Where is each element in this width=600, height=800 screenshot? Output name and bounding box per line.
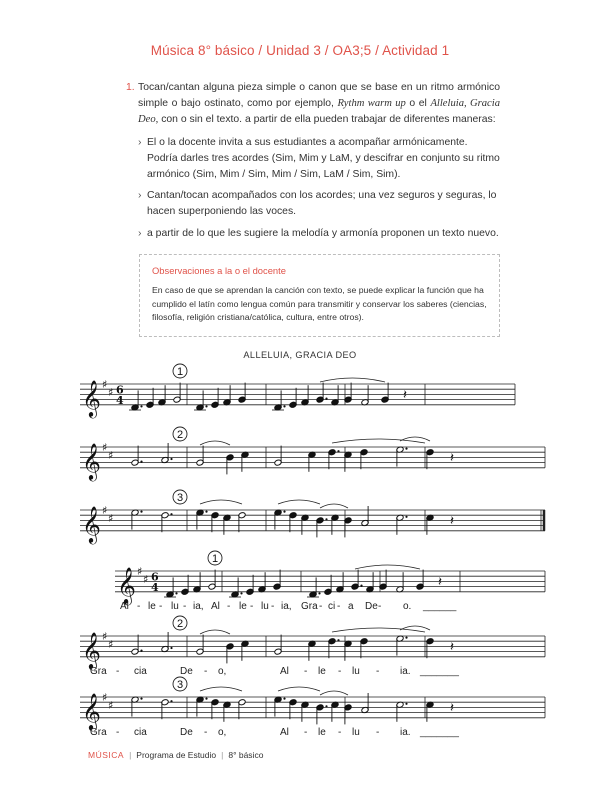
- sharp-sign: ♯: [102, 504, 108, 517]
- lyric-syllable: -: [378, 601, 382, 612]
- dot: [325, 398, 327, 400]
- dot: [205, 405, 207, 407]
- lyric-syllable: -: [183, 601, 187, 612]
- lyric-syllable: Gra: [301, 601, 318, 612]
- activity-section: [126, 80, 500, 247]
- lyric-syllable: -: [376, 727, 380, 738]
- lyric-syllable: -: [204, 666, 208, 677]
- lyric-syllable: -: [338, 666, 342, 677]
- lyric-syllable: ci: [328, 601, 336, 612]
- dot: [283, 698, 285, 700]
- lyric-syllable: ______: [423, 601, 457, 612]
- activity-intro: Tocan/cantan alguna pieza simple o canon que se base en un ritmo armónico simple o bajo ostinato, como por ejemplo, Rythm warm up o el Alleluia, Gracia Deo, con o sin el texto. a partir de ella pueden trabajar de diferentes maneras:: [138, 82, 500, 126]
- dot: [337, 450, 339, 452]
- slur: [320, 691, 348, 695]
- section-number: 2: [176, 618, 184, 630]
- treble-clef: 𝄞: [82, 378, 101, 417]
- lyric-syllable: De: [180, 727, 193, 738]
- dot: [405, 637, 407, 639]
- slur: [278, 500, 320, 504]
- lyric-syllable: ia.: [400, 666, 411, 677]
- footer-grade: 8° básico: [228, 750, 264, 760]
- dot: [140, 698, 142, 700]
- sharp-sign: ♯: [143, 573, 149, 586]
- section-number: 2: [176, 429, 184, 441]
- lyric-syllable: le: [148, 601, 156, 612]
- lyric-syllable: _______: [420, 666, 459, 677]
- lyric-syllable: -: [337, 601, 341, 612]
- section-number: 3: [176, 492, 184, 504]
- lyric-syllable: lu: [261, 601, 269, 612]
- lyric-syllable: lu: [352, 727, 360, 738]
- lyric-syllable: ia,: [193, 601, 204, 612]
- dot: [405, 703, 407, 705]
- lyric-syllable: De: [365, 601, 378, 612]
- lyric-syllable: cia: [134, 727, 147, 738]
- time-signature-top: 6: [151, 570, 159, 584]
- quarter-rest: 𝄽: [450, 514, 454, 529]
- quarter-rest: 𝄽: [450, 640, 454, 655]
- slur: [332, 628, 425, 632]
- dot: [205, 698, 207, 700]
- quarter-rest: 𝄽: [403, 388, 407, 403]
- lyric-syllable: le: [318, 727, 326, 738]
- treble-clef: 𝄞: [117, 565, 136, 604]
- section-number: 1: [176, 366, 184, 378]
- lyric-syllable: ia,: [281, 601, 292, 612]
- dot: [325, 705, 327, 707]
- lyric-syllable: ia.: [400, 727, 411, 738]
- sharp-sign: ♯: [108, 638, 114, 651]
- lyric-syllable: a: [348, 601, 354, 612]
- lyric-syllable: -: [304, 727, 308, 738]
- footer-brand: MÚSICA: [88, 750, 125, 760]
- slur: [200, 630, 230, 634]
- dot: [170, 647, 172, 649]
- dot: [405, 516, 407, 518]
- dot: [140, 405, 142, 407]
- dot: [170, 458, 172, 460]
- page-title: Música 8° básico / Unidad 3 / OA3;5 / Actividad 1: [150, 43, 450, 58]
- lyric-syllable: Gra: [90, 666, 107, 677]
- footer-program: Programa de Estudio: [136, 750, 217, 760]
- song-title: ALLELUIA, GRACIA DEO: [243, 350, 357, 360]
- lyric-syllable: o,: [218, 666, 227, 677]
- slur: [355, 565, 420, 569]
- lyric-syllable: -: [116, 727, 120, 738]
- dot: [140, 511, 142, 513]
- sharp-sign: ♯: [102, 378, 108, 391]
- slur: [200, 500, 242, 504]
- treble-clef: 𝄞: [82, 630, 101, 669]
- lyric-syllable: -: [319, 601, 323, 612]
- treble-clef: 𝄞: [82, 441, 101, 480]
- quarter-rest: 𝄽: [450, 701, 454, 716]
- observations-title: Observaciones a la o el docente: [152, 265, 286, 276]
- dot: [175, 592, 177, 594]
- slur: [320, 378, 385, 382]
- dot: [405, 448, 407, 450]
- sharp-sign: ♯: [108, 512, 114, 525]
- lyric-syllable: le: [239, 601, 247, 612]
- sharp-sign: ♯: [102, 691, 108, 704]
- dot: [140, 650, 142, 652]
- sharp-sign: ♯: [108, 699, 114, 712]
- time-signature-bottom: 4: [151, 581, 159, 594]
- quarter-rest: 𝄽: [450, 451, 454, 466]
- lyric-syllable: -: [137, 601, 141, 612]
- dot: [240, 592, 242, 594]
- sharp-sign: ♯: [102, 630, 108, 643]
- page-footer: MÚSICA | Programa de Estudio | 8° básico: [88, 750, 264, 760]
- sharp-sign: ♯: [108, 386, 114, 399]
- lyric-syllable: le: [318, 666, 326, 677]
- lyric-syllable: _______: [420, 727, 459, 738]
- bullet-item: › El o la docente invita a sus estudiantes a acompañar armónicamente. Podría darles tres acordes (Sim, Mim y LaM, y descifrar en conjunto su ritmo armónico (Sim, Mim / Sim, Mim / Sim, LaM / Sim, Sim).: [138, 135, 500, 184]
- slur: [200, 687, 242, 691]
- activity-number: 1.: [126, 82, 135, 93]
- lyric-syllable: De: [180, 666, 193, 677]
- slur: [332, 439, 425, 443]
- lyric-syllable: Al: [120, 601, 129, 612]
- lyric-syllable: lu: [352, 666, 360, 677]
- dot: [318, 592, 320, 594]
- lyric-syllable: Gra: [90, 727, 107, 738]
- bullet-item: › Cantan/tocan acompañados con los acordes; una vez seguros y seguras, lo hacen superponiendo las voces.: [138, 188, 500, 220]
- lyric-syllable: lu: [171, 601, 179, 612]
- slur: [200, 441, 230, 445]
- lyric-syllable: cia: [134, 666, 147, 677]
- lyric-syllable: Al: [280, 727, 289, 738]
- quarter-rest: 𝄽: [438, 575, 442, 590]
- lyric-syllable: o.: [403, 601, 412, 612]
- activity-bullets: [138, 135, 500, 242]
- dot: [360, 585, 362, 587]
- observations-text: En caso de que se aprendan la canción con texto, se puede explicar la función que ha cumplido el latín como lengua común para transmitir y conservar los saberes (ciencias, filosofía, religión cristiana/católica, cultura, entre otros).: [152, 285, 487, 323]
- treble-clef: 𝄞: [82, 691, 101, 730]
- time-signature-bottom: 4: [116, 394, 124, 407]
- time-signature-top: 6: [116, 383, 124, 397]
- dot: [337, 639, 339, 641]
- lyric-syllable: -: [304, 666, 308, 677]
- sharp-sign: ♯: [108, 449, 114, 462]
- sharp-sign: ♯: [137, 565, 143, 578]
- dot: [283, 405, 285, 407]
- music-score: [0, 360, 600, 750]
- dot: [170, 700, 172, 702]
- section-number: 1: [211, 553, 219, 565]
- lyric-syllable: -: [116, 666, 120, 677]
- dot: [205, 511, 207, 513]
- dot: [170, 513, 172, 515]
- sharp-sign: ♯: [102, 441, 108, 454]
- lyric-syllable: -: [159, 601, 163, 612]
- slur: [278, 687, 320, 691]
- lyric-syllable: -: [204, 727, 208, 738]
- dot: [283, 511, 285, 513]
- lyric-syllable: -: [376, 666, 380, 677]
- treble-clef: 𝄞: [82, 504, 101, 543]
- lyric-syllable: -: [250, 601, 254, 612]
- bullet-item: › a partir de lo que les sugiere la melodía y armonía proponen un texto nuevo.: [138, 226, 500, 242]
- lyric-syllable: o,: [218, 727, 227, 738]
- slur: [320, 504, 348, 508]
- lyric-syllable: -: [338, 727, 342, 738]
- observations-box: [139, 254, 500, 337]
- lyric-syllable: Al: [280, 666, 289, 677]
- section-number: 3: [176, 679, 184, 691]
- lyric-syllable: -: [227, 601, 231, 612]
- lyric-syllable: Al: [211, 601, 220, 612]
- dot: [325, 518, 327, 520]
- lyric-syllable: -: [271, 601, 275, 612]
- dot: [140, 461, 142, 463]
